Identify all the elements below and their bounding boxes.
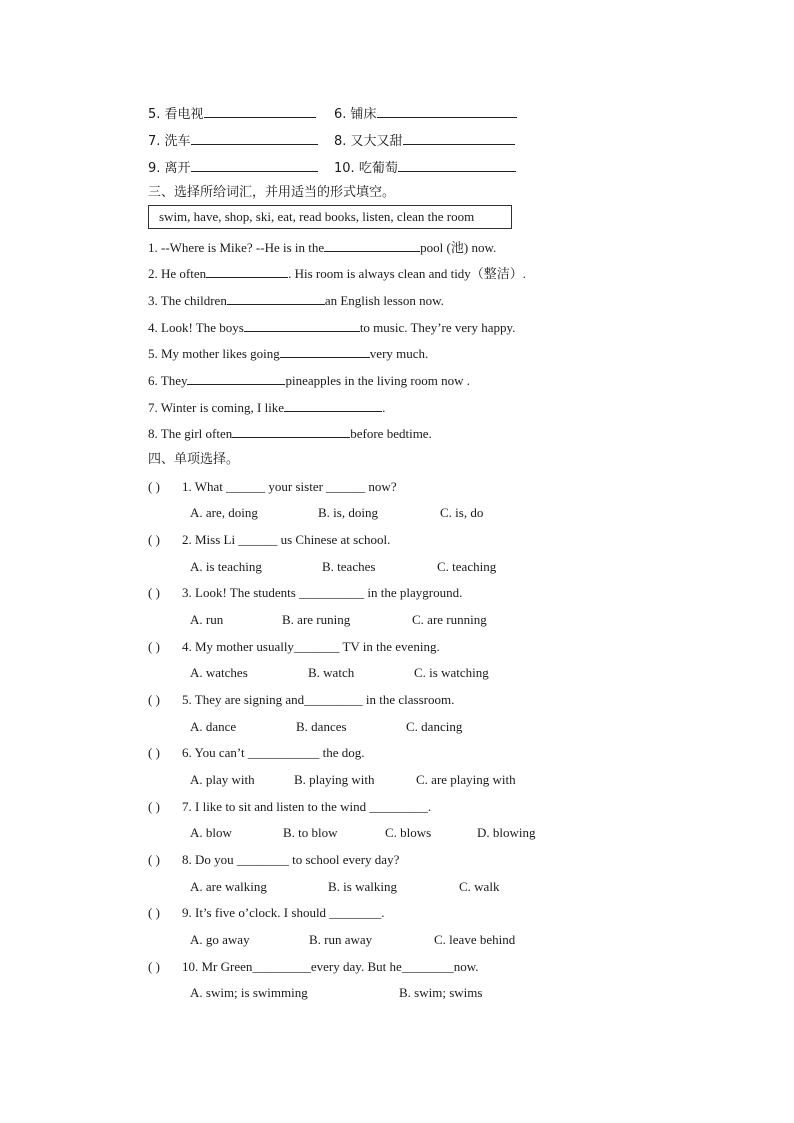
option[interactable]: A. is teaching	[190, 559, 262, 574]
question-row: ( ) 10. Mr Green_________every day. But he________now.	[148, 959, 479, 974]
question-row: ( ) 3. Look! The students __________ in the playground.	[148, 585, 463, 600]
option[interactable]: A. watches	[190, 665, 248, 680]
option[interactable]: C. leave behind	[434, 932, 516, 947]
question-row: ( ) 2. Miss Li ______ us Chinese at school.	[148, 532, 391, 547]
question-row: ( ) 4. My mother usually_______ TV in the evening.	[148, 639, 440, 654]
option[interactable]: B. is walking	[328, 879, 397, 894]
word-bank-box: swim, have, shop, ski, eat, read books, listen, clean the room	[148, 205, 512, 229]
question-row: ( ) 5. They are signing and_________ in the classroom.	[148, 692, 455, 707]
option[interactable]: B. playing with	[294, 772, 375, 787]
answer-blank[interactable]	[227, 292, 325, 305]
option[interactable]: C. is, do	[440, 505, 484, 520]
option[interactable]: A. blow	[190, 825, 232, 840]
question-row: ( ) 6. You can’t ___________ the dog.	[148, 745, 365, 760]
answer-blank[interactable]	[280, 345, 370, 358]
answer-paren[interactable]: ( )	[148, 639, 160, 654]
answer-blank[interactable]	[187, 372, 285, 385]
fill-item: 5. My mother likes going very much.	[148, 346, 429, 361]
option[interactable]: B. teaches	[322, 559, 376, 574]
fill-item: 6. They pineapples in the living room now .	[148, 373, 470, 388]
fill-item: 8. The girl often before bedtime.	[148, 426, 432, 441]
option[interactable]: C. are running	[412, 612, 487, 627]
vocab-item: 5. 看电视	[148, 105, 316, 123]
question-row: ( ) 8. Do you ________ to school every day?	[148, 852, 400, 867]
answer-blank[interactable]	[191, 159, 318, 172]
vocab-item: 9. 离开	[148, 159, 318, 177]
option[interactable]: A. are, doing	[190, 505, 258, 520]
fill-item: 4. Look! The boys to music. They’re very happy.	[148, 320, 516, 335]
section-title: 四、单项选择。	[148, 452, 240, 467]
option[interactable]: A. play with	[190, 772, 255, 787]
option[interactable]: B. swim; swims	[399, 985, 483, 1000]
question-row: ( ) 1. What ______ your sister ______ now?	[148, 479, 397, 494]
option[interactable]: C. blows	[385, 825, 432, 840]
answer-paren[interactable]: ( )	[148, 852, 160, 867]
option[interactable]: B. run away	[309, 932, 373, 947]
fill-item: 7. Winter is coming, I like .	[148, 400, 386, 415]
option[interactable]: B. is, doing	[318, 505, 378, 520]
answer-blank[interactable]	[377, 105, 517, 118]
option[interactable]: A. run	[190, 612, 224, 627]
vocab-item: 7. 洗车	[148, 132, 318, 150]
option[interactable]: C. walk	[459, 879, 500, 894]
answer-blank[interactable]	[398, 159, 516, 172]
option[interactable]: D. blowing	[477, 825, 536, 840]
option[interactable]: A. go away	[190, 932, 250, 947]
option[interactable]: A. dance	[190, 719, 237, 734]
answer-paren[interactable]: ( )	[148, 692, 160, 707]
fill-item: 3. The children an English lesson now.	[148, 293, 444, 308]
answer-blank[interactable]	[206, 265, 288, 278]
option[interactable]: B. are runing	[282, 612, 351, 627]
option[interactable]: C. dancing	[406, 719, 463, 734]
vocab-item: 6. 铺床	[334, 105, 517, 123]
option[interactable]: C. teaching	[437, 559, 497, 574]
answer-blank[interactable]	[284, 399, 382, 412]
answer-paren[interactable]: ( )	[148, 532, 160, 547]
question-row: ( ) 7. I like to sit and listen to the wind _________.	[148, 799, 432, 814]
option[interactable]: A. swim; is swimming	[190, 985, 308, 1000]
answer-blank[interactable]	[403, 132, 515, 145]
answer-paren[interactable]: ( )	[148, 479, 160, 494]
answer-paren[interactable]: ( )	[148, 585, 160, 600]
answer-blank[interactable]	[204, 105, 316, 118]
option[interactable]: C. are playing with	[416, 772, 516, 787]
option[interactable]: B. dances	[296, 719, 347, 734]
answer-paren[interactable]: ( )	[148, 905, 160, 920]
vocab-item: 8. 又大又甜	[334, 132, 515, 150]
answer-blank[interactable]	[191, 132, 318, 145]
answer-paren[interactable]: ( )	[148, 799, 160, 814]
fill-item: 1. --Where is Mike? --He is in the pool (池) now.	[148, 240, 497, 255]
answer-blank[interactable]	[244, 319, 360, 332]
option[interactable]: C. is watching	[414, 665, 489, 680]
answer-blank[interactable]	[232, 425, 350, 438]
question-row: ( ) 9. It’s five o’clock. I should ________.	[148, 905, 385, 920]
option[interactable]: B. to blow	[283, 825, 338, 840]
answer-blank[interactable]	[324, 239, 420, 252]
answer-paren[interactable]: ( )	[148, 745, 160, 760]
option[interactable]: B. watch	[308, 665, 355, 680]
option[interactable]: A. are walking	[190, 879, 267, 894]
vocab-item: 10. 吃葡萄	[334, 159, 516, 177]
section-title: 三、选择所给词汇，并用适当的形式填空。	[148, 185, 396, 200]
fill-item: 2. He often . His room is always clean and tidy（整洁）.	[148, 266, 527, 281]
answer-paren[interactable]: ( )	[148, 959, 160, 974]
